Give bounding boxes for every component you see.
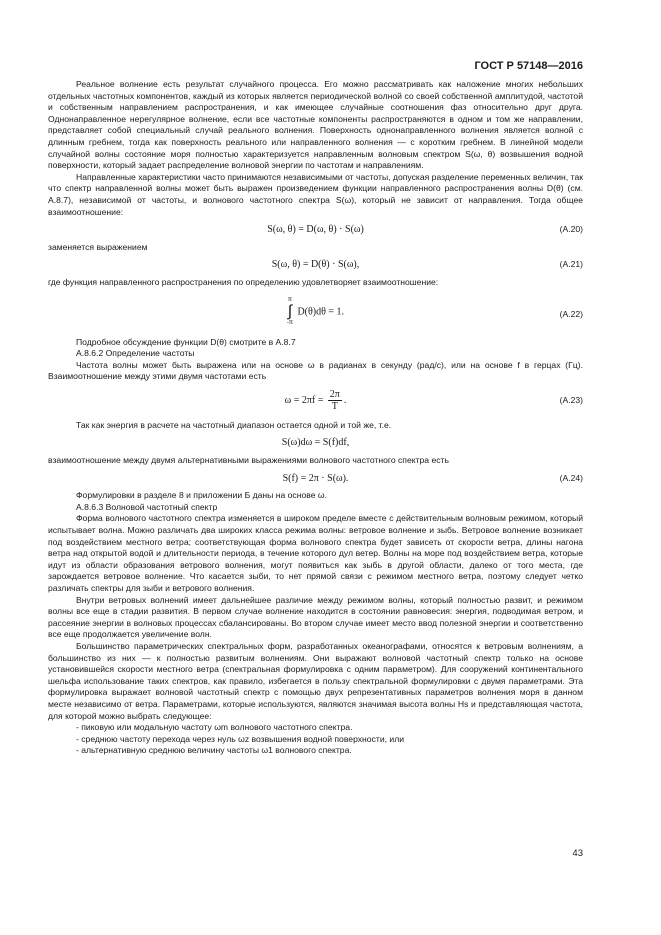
integral-sign — [287, 297, 293, 327]
paragraph: Частота волны может быть выражена или на основе ω в радианах в секунду (рад/с), или на основе f в герцах (Гц). Взаимоотношение между этими двумя частотами есть — [48, 359, 583, 382]
equation-number: (А.22) — [559, 308, 583, 319]
document-header: ГОСТ Р 57148—2016 — [474, 60, 583, 72]
fraction — [328, 389, 342, 412]
paragraph: Большинство параметрических спектральных форм, разработанных океанографами, относятся к ветровым волнениям, а большинство из них — к полностью развитым волнениям. Они выражают волновой частотный спектр только на основе установившейся скорости местного ветра (спектральная формулировка с одним параметром). Для сооружений континентального шельфа использование таких спектров, как правило, избегается в пользу спектральной формулировки с двумя параметрами. Эта формулировка выражает волновой частотный спектр с помощью двух репрезентативных параметров волнения моря в данном месте независимо от ветра. Параметрами, которые используются, являются значимая высота волны Hs и представляющая частота, для которой можно выбрать следующее: — [48, 640, 583, 721]
section-heading: А.8.6.2 Определение частоты — [76, 348, 195, 359]
fraction-numerator: 2π — [329, 388, 340, 400]
paragraph: Направленные характеристики часто принимаются независимыми от частоты, допуская разделение переменных величин, так что спектр направленной волны может быть выражен произведением функции направленного распространения волны D(θ) (см. А.8.7), независимой от частоты, и волнового частотного спектра S(ω), который не зависит от направления. Тогда общее взаимоотношение: — [48, 171, 583, 217]
equation-a24 — [48, 473, 583, 485]
equation-number: (А.23) — [559, 394, 583, 405]
formula: D(θ)dθ = 1. — [297, 305, 345, 317]
formula: S(ω, θ) = D(ω, θ) · S(ω) — [267, 224, 364, 236]
equation-a23 — [48, 389, 583, 412]
paragraph: Форма волнового частотного спектра изменяется в широком пределе вместе с действительным волновым режимом, который испытывает волна. Можно различать два широких класса режима волны: ветровое волнение и зыбь. Ветровое волнение возникает под воздействием местного ветра; соответствующая форма волнового спектра будет зависеть от скорости ветра, длины нагона ветра над открытой водой и длительности периода, в течение которого дул ветер. Волны на море под воздействием ветра, которые идут из области образования ветрового волнения, могут появиться как зыбь в другой области, далеко от того места, где зарождается ветровое волнение. Что касается зыби, то нет прямой связи с режимом местного ветра, поэтому следует четко различать спектры для зыби и ветрового волнения. — [48, 513, 583, 593]
equation-a20 — [48, 224, 583, 236]
equation-unnumbered — [48, 437, 583, 449]
formula: S(f) = 2π · S(ω). — [282, 472, 349, 484]
equation-a21 — [48, 259, 583, 271]
integral-symbol: ∫ — [287, 302, 293, 320]
equation-number: (А.24) — [559, 472, 583, 483]
list-item: - альтернативную среднюю величину частоты ω1 волнового спектра. — [76, 745, 352, 756]
formula: ω = 2πf = — [284, 394, 324, 406]
paragraph: заменяется выражением — [48, 241, 148, 252]
equation-number: (А.20) — [559, 224, 583, 235]
formula: S(ω)dω = S(f)df, — [281, 437, 350, 449]
formula: S(ω, θ) = D(θ) · S(ω), — [271, 259, 360, 271]
list-item: - среднюю частоту перехода через нуль ωz возвышения водной поверхности, или — [76, 733, 405, 744]
fraction-denominator: T — [331, 400, 338, 412]
equation-a22 — [48, 297, 583, 327]
equation-number: (А.21) — [559, 259, 583, 270]
paragraph: Реальное волнение есть результат случайного процесса. Его можно рассматривать как наложение многих небольших отдельных частотных компонентов, каждый из которых является периодической волной со своей собственной амплитудой, частотой и собственным направлением распространения, и как имеющее случайные соотношения фаз относительно друг друга. Однонаправленное нерегулярное волнение, если все частотные компоненты распространяются в одном и том же направлении, представляет собой специальный случай реального волнения. Поверхность однонаправленного волнения является волной с длинным гребнем, тогда как поверхность реального или направленного волнения — с коротким гребнем. В линейной модели случайной волны состояние моря полностью характеризуется направленным волновым спектром S(ω, θ) возвышения водной поверхности, который задает распределение волновой энергии по частотам и направлениям. — [48, 79, 583, 171]
list-item: - пиковую или модальную частоту ωm волнового частотного спектра. — [76, 722, 353, 733]
paragraph: Внутри ветровых волнений имеет дальнейшее различие между режимом волны, который полностью развит, и режимом волны все еще в стадии развития. В первом случае волнение находится в состоянии равновесия: энергия, подводимая ветром, и рассеяние энергии в волновых процессах сбалансированы. Во втором случае имеет место ввод полезной энергии и соответственно все еще продолжается увеличение волн. — [48, 594, 583, 640]
integral-lower-limit: -π — [286, 319, 294, 326]
section-heading: А.8.6.3 Волновой частотный спектр — [76, 501, 218, 512]
paragraph: Подробное обсуждение функции D(θ) смотрите в А.8.7 — [76, 336, 296, 347]
paragraph: где функция направленного распространения по определению удовлетворяет взаимоотношение: — [48, 276, 439, 287]
paragraph: Формулировки в разделе 8 и приложении Б даны на основе ω. — [76, 490, 327, 501]
integral-upper-limit: π — [287, 296, 293, 303]
page-content — [48, 79, 583, 757]
paragraph: взаимоотношение между двумя альтернативными выражениями волнового частотного спектра есть — [48, 455, 449, 466]
paragraph: Так как энергия в расчете на частотный диапазон остается одной и той же, т.е. — [76, 419, 392, 430]
bullet-list — [48, 722, 583, 757]
formula-tail: . — [343, 394, 347, 406]
page-number: 43 — [572, 848, 583, 859]
